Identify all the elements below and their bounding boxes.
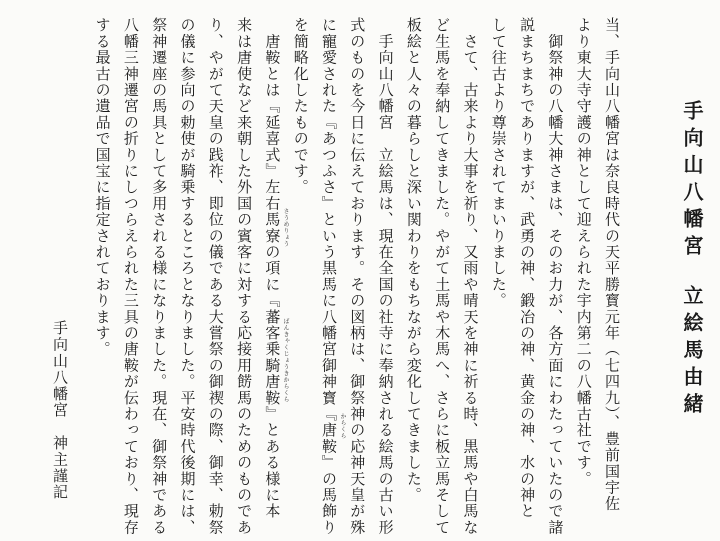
text-column: 説まちまちでありますが、武勇の神、鍛冶の神、黄金の神、水の神と: [518, 17, 537, 520]
text-column: を簡略化したものです。: [291, 17, 310, 196]
text-column: 手向山八幡宮 立絵馬は、現在全国の社寺に奉納される絵馬の古い形: [376, 17, 395, 536]
text-column: 祭神遷座の馬具として多用される様になりました。現在、御祭神である: [150, 17, 169, 536]
document-title: 手向山八幡宮: [680, 100, 704, 262]
text-column: して往古より尊崇されてまいりました。: [489, 17, 508, 309]
document-subtitle: 立絵馬由緒: [680, 285, 704, 420]
text-column: より東大寺守護の神として迎えられた宇内第二の八幡古社です。: [574, 17, 593, 487]
text-column: 式のものを今日に伝えております。その図柄は、御祭神の応神天皇が殊: [348, 17, 367, 536]
signature: 手向山八幡宮 神主謹記: [51, 320, 69, 501]
text-column: 来は唐使など来朝した外国の賓客に対する応接用餝馬のためのものであ: [235, 17, 254, 536]
text-column: り、やがて天皇の践祚、即位の儀である大嘗祭の御禊の際、御幸、勅祭: [206, 17, 225, 536]
text-column: 御祭神の八幡大神さまは、そのお力が、各方面にわたっていたので諸: [546, 17, 565, 536]
text-column: する最古の遺品で国宝に指定されております。: [93, 17, 112, 358]
text-column: 当、手向山八幡宮は奈良時代の天平勝寳元年（七四九）、豊前国宇佐: [603, 17, 621, 512]
text-column: 唐鞍とは『延喜式』左右馬寮の項に『蕃客乗騎唐鞍』とある様に本: [263, 17, 282, 520]
text-column: 八幡三神遷宮の折りにしつらえられた三具の唐鞍が伝わっており、現存: [121, 17, 140, 536]
text-column: の儀に参向の勅使が騎乗するところとなりました。平安時代後期には、: [178, 17, 197, 536]
text-column: に寵愛された『あつふさ』という黒馬に八幡宮御神寳『唐鞍』の馬飾り: [320, 17, 338, 536]
ruby-samaryo: さうめりょう: [282, 208, 289, 247]
ruby-bankyaku: ばんきゃくじょうきからくら: [282, 318, 289, 403]
text-column: さて、古来より大事を祈り、又雨や晴天を神に祈る時、黒馬や白馬な: [461, 17, 480, 536]
text-column: 板絵と人々の暮らしと深い関わりをもちながら変化してきました。: [404, 17, 423, 503]
ruby-karakura: からくら: [339, 413, 346, 439]
text-column: ど生馬を奉納してきました。やがて土馬や木馬へ、さらに板立馬そして: [433, 17, 452, 536]
